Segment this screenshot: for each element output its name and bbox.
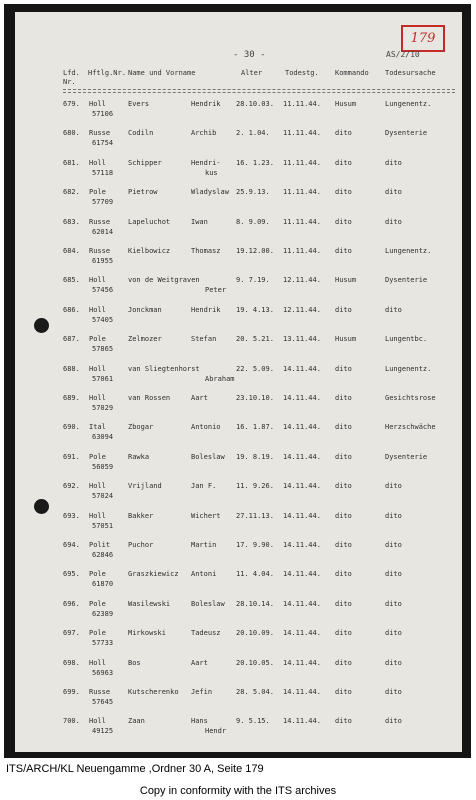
- kommando: dito: [335, 364, 352, 373]
- cause-of-death: dito: [385, 688, 402, 696]
- row-number: 700.: [63, 717, 80, 726]
- nationality: Russe: [89, 217, 111, 226]
- row-number: 680.: [63, 129, 80, 138]
- nationality: Pole: [89, 599, 106, 608]
- row-number: 687.: [63, 335, 80, 344]
- row-number: 689.: [63, 394, 80, 402]
- row-number: 685.: [63, 276, 80, 285]
- header-todestag: Todestg.: [285, 69, 319, 77]
- header-name: Name und Vorname: [128, 69, 196, 77]
- death-date: 13.11.44.: [283, 335, 321, 344]
- cause-of-death: Lungentbc.: [385, 335, 428, 344]
- birth-date: 11. 9.26.: [236, 482, 274, 491]
- first-name: Antoni: [191, 570, 217, 579]
- first-name: Jan F.: [191, 482, 217, 491]
- prisoner-number: 57051: [92, 521, 114, 530]
- first-name: Boleslaw: [191, 599, 225, 608]
- death-date: 12.11.44.: [283, 305, 321, 314]
- kommando: Husum: [335, 276, 357, 285]
- birth-date: 16. 1.87.: [236, 423, 274, 432]
- header-kommando: Kommando: [335, 69, 369, 77]
- surname: von de Weitgraven: [128, 276, 200, 285]
- prisoner-number: 57865: [92, 345, 114, 354]
- nationality: Holl: [89, 276, 106, 285]
- surname: Zelmozer: [128, 335, 162, 344]
- prisoner-number: 57029: [92, 404, 114, 412]
- birth-date: 28.10.14.: [236, 599, 274, 608]
- first-name: Archib: [191, 129, 217, 138]
- kommando: dito: [335, 629, 352, 638]
- prisoner-number: 61870: [92, 580, 114, 589]
- kommando: dito: [335, 423, 352, 432]
- row-number: 682.: [63, 188, 80, 197]
- prisoner-number: 57733: [92, 639, 114, 648]
- birth-date: 20.10.05.: [236, 658, 274, 667]
- first-name: Hendrik: [191, 305, 221, 314]
- punch-hole: [34, 499, 49, 514]
- cause-of-death: dito: [385, 629, 402, 638]
- prisoner-number: 57106: [92, 110, 114, 118]
- cause-of-death: dito: [385, 717, 402, 726]
- kommando: dito: [335, 158, 352, 167]
- row-number: 681.: [63, 158, 80, 167]
- nationality: Holl: [89, 100, 106, 108]
- kommando: dito: [335, 129, 352, 138]
- cause-of-death: dito: [385, 658, 402, 667]
- nationality: Russe: [89, 129, 111, 138]
- nationality: Holl: [89, 394, 106, 402]
- prisoner-number: 57405: [92, 315, 114, 324]
- death-date: 14.11.44.: [283, 688, 321, 696]
- death-date: 11.11.44.: [283, 247, 321, 255]
- cause-of-death: dito: [385, 188, 402, 197]
- prisoner-number: 62014: [92, 227, 114, 236]
- surname: Codiln: [128, 129, 154, 138]
- surname: Zaan: [128, 717, 145, 726]
- surname: Evers: [128, 100, 150, 108]
- nationality: Pole: [89, 452, 106, 461]
- prisoner-number: 61754: [92, 139, 114, 148]
- nationality: Ital: [89, 423, 106, 432]
- death-date: 14.11.44.: [283, 452, 321, 461]
- kommando: dito: [335, 482, 352, 491]
- kommando: dito: [335, 452, 352, 461]
- birth-date: 11. 4.04.: [236, 570, 274, 579]
- surname: van Sliegtenhorst: [128, 364, 200, 373]
- document-paper: [15, 12, 462, 752]
- nationality: Russe: [89, 688, 111, 696]
- prisoner-number: 57645: [92, 698, 114, 706]
- nationality: Holl: [89, 717, 106, 726]
- cause-of-death: dito: [385, 305, 402, 314]
- first-name: Wichert: [191, 511, 221, 520]
- archive-source-line: ITS/ARCH/KL Neuengamme ,Ordner 30 A, Seite 179: [6, 763, 264, 775]
- nationality: Holl: [89, 658, 106, 667]
- death-date: 12.11.44.: [283, 276, 321, 285]
- first-name: Hendrik: [191, 100, 221, 108]
- row-number: 698.: [63, 658, 80, 667]
- row-number: 694.: [63, 541, 80, 549]
- birth-date: 22. 5.09.: [236, 364, 274, 373]
- birth-date: 9. 5.15.: [236, 717, 270, 726]
- row-number: 688.: [63, 364, 80, 373]
- archive-copy-note: Copy in conformity with the ITS archives: [139, 785, 337, 797]
- kommando: dito: [335, 247, 352, 255]
- death-date: 14.11.44.: [283, 717, 321, 726]
- first-name: Aart: [191, 394, 208, 402]
- surname: Bakker: [128, 511, 154, 520]
- page-number: - 30 -: [233, 50, 266, 60]
- birth-date: 20. 5.21.: [236, 335, 274, 344]
- birth-date: 28. 5.04.: [236, 688, 274, 696]
- surname: Jonckman: [128, 305, 162, 314]
- surname: Vrijland: [128, 482, 162, 491]
- kommando: dito: [335, 599, 352, 608]
- prisoner-number: 57456: [92, 286, 114, 295]
- surname: Wasilewski: [128, 599, 171, 608]
- nationality: Holl: [89, 482, 106, 491]
- cause-of-death: dito: [385, 217, 402, 226]
- cause-of-death: Lungenentz.: [385, 364, 432, 373]
- first-name: Stefan: [191, 335, 217, 344]
- birth-date: 9. 7.19.: [236, 276, 270, 285]
- first-name: Iwan: [191, 217, 208, 226]
- first-name: Jefin: [191, 688, 213, 696]
- kommando: Husum: [335, 100, 357, 108]
- prisoner-number: 61955: [92, 257, 114, 265]
- nationality: Pole: [89, 629, 106, 638]
- surname: Graszkiewicz: [128, 570, 179, 579]
- row-number: 699.: [63, 688, 80, 696]
- death-date: 14.11.44.: [283, 629, 321, 638]
- row-number: 679.: [63, 100, 80, 108]
- cause-of-death: Lungenentz.: [385, 100, 432, 108]
- row-number: 690.: [63, 423, 80, 432]
- death-date: 14.11.44.: [283, 541, 321, 549]
- reference-code: AS/2/10: [386, 50, 420, 59]
- header-rule-2: [63, 92, 455, 93]
- row-number: 691.: [63, 452, 80, 461]
- header-ursache: Todesursache: [385, 69, 436, 77]
- birth-date: 2. 1.04.: [236, 129, 270, 138]
- kommando: dito: [335, 511, 352, 520]
- cause-of-death: dito: [385, 570, 402, 579]
- first-name: Aart: [191, 658, 208, 667]
- death-date: 14.11.44.: [283, 511, 321, 520]
- archive-stamp: [401, 25, 445, 52]
- death-date: 14.11.44.: [283, 482, 321, 491]
- birth-date: 16. 1.23.: [236, 158, 274, 167]
- surname: Kutscherenko: [128, 688, 179, 696]
- first-name: Wladyslaw: [191, 188, 229, 197]
- prisoner-number: 57118: [92, 168, 114, 177]
- prisoner-number: 56059: [92, 462, 114, 471]
- scanned-page: [4, 4, 471, 758]
- death-date: 14.11.44.: [283, 570, 321, 579]
- prisoner-number: 56963: [92, 668, 114, 677]
- row-number: 696.: [63, 599, 80, 608]
- surname: Puchor: [128, 541, 154, 549]
- death-date: 11.11.44.: [283, 100, 321, 108]
- prisoner-number: 57709: [92, 198, 114, 207]
- prisoner-number: 62389: [92, 609, 114, 618]
- prisoner-number: 57061: [92, 374, 114, 383]
- surname: Mirkowski: [128, 629, 166, 638]
- first-name: Boleslaw: [191, 452, 225, 461]
- first-name: Tadeusz: [191, 629, 221, 638]
- prisoner-number: 49125: [92, 727, 114, 736]
- kommando: dito: [335, 658, 352, 667]
- birth-date: 23.10.10.: [236, 394, 274, 402]
- cause-of-death: Dysenterie: [385, 276, 428, 285]
- first-name: Hans: [191, 717, 208, 726]
- kommando: dito: [335, 570, 352, 579]
- cause-of-death: Dysenterie: [385, 129, 428, 138]
- death-date: 11.11.44.: [283, 158, 321, 167]
- birth-date: 19.12.00.: [236, 247, 274, 255]
- death-date: 14.11.44.: [283, 364, 321, 373]
- surname: Zbogar: [128, 423, 154, 432]
- birth-date: 28.10.03.: [236, 100, 274, 108]
- prisoner-number: 63094: [92, 433, 114, 442]
- row-number: 695.: [63, 570, 80, 579]
- cause-of-death: dito: [385, 482, 402, 491]
- surname: Bos: [128, 658, 141, 667]
- kommando: Husum: [335, 335, 357, 344]
- birth-date: 17. 9.90.: [236, 541, 274, 549]
- first-name-cont: Abraham: [205, 374, 235, 383]
- kommando: dito: [335, 541, 352, 549]
- cause-of-death: dito: [385, 511, 402, 520]
- birth-date: 19. 4.13.: [236, 305, 274, 314]
- row-number: 686.: [63, 305, 80, 314]
- kommando: dito: [335, 188, 352, 197]
- stamp-number: 179: [410, 31, 436, 46]
- cause-of-death: Herzschwäche: [385, 423, 436, 432]
- surname: Lapeluchot: [128, 217, 171, 226]
- death-date: 11.11.44.: [283, 129, 321, 138]
- nationality: Holl: [89, 511, 106, 520]
- nationality: Pole: [89, 570, 106, 579]
- surname: Rawka: [128, 452, 150, 461]
- cause-of-death: dito: [385, 599, 402, 608]
- cause-of-death: dito: [385, 158, 402, 167]
- kommando: dito: [335, 305, 352, 314]
- punch-hole: [34, 318, 49, 333]
- first-name: Hendri-: [191, 158, 221, 167]
- nationality: Holl: [89, 305, 106, 314]
- kommando: dito: [335, 717, 352, 726]
- header-nr: Lfd. Nr.: [63, 69, 80, 86]
- surname: Pietrow: [128, 188, 158, 197]
- birth-date: 19. 8.19.: [236, 452, 274, 461]
- prisoner-number: 62846: [92, 551, 114, 559]
- death-date: 14.11.44.: [283, 658, 321, 667]
- birth-date: 25.9.13.: [236, 188, 270, 197]
- death-date: 11.11.44.: [283, 217, 321, 226]
- nationality: Russe: [89, 247, 111, 255]
- birth-date: 27.11.13.: [236, 511, 274, 520]
- surname: van Rossen: [128, 394, 171, 402]
- first-name: Martin: [191, 541, 217, 549]
- header-haeftling: Hftlg.Nr.: [88, 69, 126, 77]
- birth-date: 20.10.09.: [236, 629, 274, 638]
- nationality: Holl: [89, 158, 106, 167]
- first-name-cont: Hendr: [205, 727, 227, 736]
- first-name-cont: Peter: [205, 286, 227, 295]
- row-number: 692.: [63, 482, 80, 491]
- header-alter: Alter: [241, 69, 263, 77]
- cause-of-death: Dysenterie: [385, 452, 428, 461]
- cause-of-death: dito: [385, 541, 402, 549]
- nationality: Pole: [89, 188, 106, 197]
- row-number: 693.: [63, 511, 80, 520]
- first-name: Antonio: [191, 423, 221, 432]
- death-date: 11.11.44.: [283, 188, 321, 197]
- nationality: Holl: [89, 364, 106, 373]
- death-date: 14.11.44.: [283, 423, 321, 432]
- row-number: 684.: [63, 247, 80, 255]
- death-date: 14.11.44.: [283, 394, 321, 402]
- surname: Kielbowicz: [128, 247, 171, 255]
- surname: Schipper: [128, 158, 162, 167]
- death-date: 14.11.44.: [283, 599, 321, 608]
- prisoner-number: 57024: [92, 492, 114, 501]
- nationality: Pole: [89, 335, 106, 344]
- cause-of-death: Lungenentz.: [385, 247, 432, 255]
- row-number: 683.: [63, 217, 80, 226]
- birth-date: 8. 9.09.: [236, 217, 270, 226]
- first-name: Thomasz: [191, 247, 221, 255]
- row-number: 697.: [63, 629, 80, 638]
- cause-of-death: Gesichtsrose: [385, 394, 436, 402]
- header-rule: [63, 89, 455, 90]
- kommando: dito: [335, 688, 352, 696]
- first-name-cont: kus: [205, 168, 218, 177]
- nationality: Polit: [89, 541, 111, 549]
- kommando: dito: [335, 217, 352, 226]
- kommando: dito: [335, 394, 352, 402]
